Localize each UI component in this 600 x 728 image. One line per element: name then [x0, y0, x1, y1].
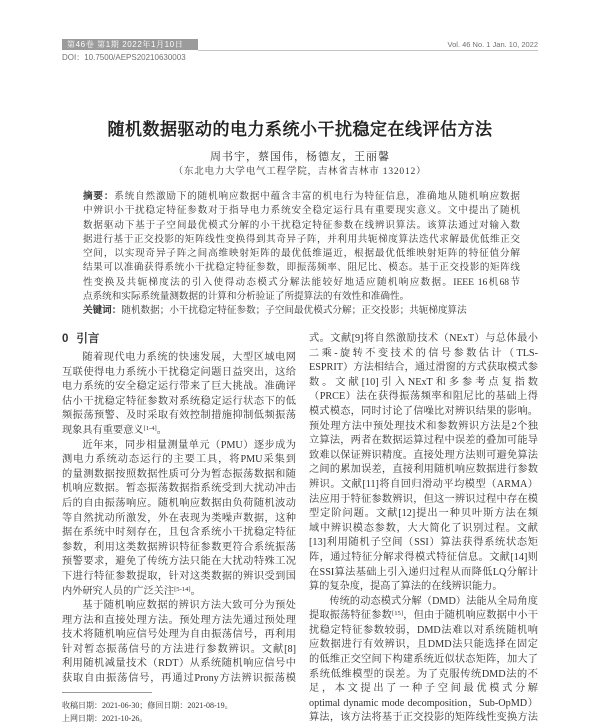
text-segment: 现象具有重要意义	[62, 424, 144, 436]
abstract-line: 结果可以准确获得系统小干扰稳定特征参数，即振荡频率、阻尼比、模态。基于正交投影的矩阵线	[83, 262, 520, 274]
abstract-line	[83, 190, 520, 204]
text-line: optimal dynamic mode decomposition，Sub-OpMD）	[309, 697, 538, 709]
online-date: 上网日期：2021-10-26。	[62, 713, 148, 723]
citation-ref: [15]	[392, 610, 404, 618]
text-line: 扰稳定特征参数较弱，DMD法难以对系统随机响	[309, 624, 538, 636]
doi: DOI：10.7500/AEPS20210630003	[62, 53, 186, 62]
text-line: 立算法，两者在数据运算过程中误差的叠加可能导	[309, 435, 538, 447]
abstract-line: 点系统和实际系统量测数据的计算和分析验证了所提算法的有效性和准确性。	[83, 291, 410, 303]
text-line: 型定阶问题。文献[12]提出一种贝叶斯方法在频	[309, 508, 538, 520]
text-line: 据在系统中时刻存在，且包含系统小干扰稳定特征	[62, 527, 296, 539]
keywords	[83, 304, 520, 318]
authors: 周书宇，蔡国伟，杨德友，王丽馨	[210, 151, 390, 163]
section-heading	[62, 332, 99, 347]
text-line: 测电力系统动态运行的主要工具，将PMU采集到	[62, 454, 296, 466]
intro-paragraph-1	[62, 351, 296, 439]
text-line: 之间的累加误差，直接利用随机响应数据进行参数	[309, 464, 538, 476]
text-line: 的低维正交空间下构建系统近似状态矩阵，加大了	[309, 654, 538, 666]
text-line: 利用随机减量技术（RDT）从系统随机响应信号中	[62, 658, 296, 670]
text-line: 辨识。文献[11]将自回归滑动平均模型（ARMA）	[309, 478, 538, 490]
text-line: 估小干扰稳定特征参数对系统稳定运行状态下的低	[62, 395, 296, 407]
abstract-line: 性变换及共轭梯度法的引入使得动态模式分解法能较好地适应随机响应数据。IEEE 16机68节	[83, 276, 520, 288]
text-line: 频振荡预警、及时采取有效控制措施抑制低频振荡	[62, 410, 296, 422]
text-line: 模式模态，同时讨论了信噪比对辨识结果的影响。	[309, 405, 538, 417]
text-line: 域中辨识模态参数，大大简化了识别过程。文献	[309, 522, 538, 534]
intro-paragraph-3-continued	[309, 332, 538, 595]
text-line: 电力系统的安全稳定运行带来了巨大挑战。准确评	[62, 381, 296, 393]
abstract-line: 数据驱动下基于子空间最优模式分解的小干扰稳定特征参数在线辨识算法。该算法通过对输入数	[83, 219, 520, 231]
intro-paragraph-2	[62, 439, 296, 600]
text-line: 应数据进行有效辨识，且DMD法只能选择在固定	[309, 639, 538, 651]
text-line: 下进行特征参数提取，针对这类数据的辨识受到国	[62, 570, 296, 582]
text-line: 足，本文提出了一种子空间最优模式分解	[309, 683, 538, 695]
right-column	[309, 332, 538, 726]
text-line: 互联使得电力系统小干扰稳定问题日益突出，这给	[62, 366, 296, 378]
issue-banner: 第46卷 第1期 2022年1月10日	[62, 39, 198, 50]
citation-ref: [5-14]	[174, 585, 191, 593]
citation-ref: [1-4]	[143, 425, 157, 432]
affiliation: （东北电力大学电气工程学院，吉林省吉林市 132012）	[173, 167, 427, 177]
text-line: 算的复杂度，提高了算法的在线辨识能力。	[309, 581, 503, 593]
keywords-label: 关键词：	[83, 305, 122, 317]
text-segment: 。	[156, 424, 167, 436]
text-line: 阵，通过特征分解求得模式特征信息。文献[14]则	[309, 551, 538, 563]
text-line	[309, 609, 538, 624]
text-line: 系统低维模型的误差。为了克服传统DMD法的不	[309, 668, 538, 680]
text-line: 基于随机响应数据的辨识方法大致可分为预处	[82, 600, 296, 612]
text-line: 等自然扰动所激发，外在表现为类噪声数据，这种	[62, 512, 296, 524]
section-number: 0	[62, 333, 69, 345]
text-line: [13]利用随机子空间（SSI）算法获得系统状态矩	[309, 537, 538, 549]
footnote-rule	[62, 692, 152, 693]
text-segment: 。	[190, 585, 201, 597]
received-date: 收稿日期：2021-06-30；修回日期：2021-08-19。	[62, 701, 233, 710]
text-line: 致难以保证辨识精度。直接处理方法则可避免算法	[309, 449, 538, 461]
text-line: 的量测数据按照数据性质可分为暂态振荡数据和随	[62, 468, 296, 480]
text-line: 预警要求，避免了传统方法只能在大扰动特殊工况	[62, 556, 296, 568]
text-line	[62, 424, 296, 439]
text-line: ESPRIT）方法相结合，通过滑窗的方式获取模式参	[309, 362, 538, 374]
abstract-line: 空间，以实现奇异子阵之间高维映射矩阵的最优低维逼近，根据最优低维映射矩阵的特征值分解	[83, 248, 520, 260]
text-line: 式。文献[9]将自然激励技术（NExT）与总体最小	[309, 333, 538, 344]
issue-english: Vol. 46 No. 1 Jan. 10, 2022	[447, 40, 538, 49]
footnote	[62, 700, 233, 725]
text-line: 后的自由振荡响应。随机响应数据由负荷随机波动	[62, 497, 296, 509]
text-line: 算法，该方法将基于正交投影的矩阵线性变换方法	[309, 712, 538, 724]
abstract-text: 系统自然激励下的随机响应数据中蕴含丰富的机电行为特征信息，准确地从随机响应数据	[114, 191, 520, 202]
text-line: 技术将随机响应信号处理为自由振荡信号，再利用	[62, 629, 296, 641]
intro-paragraph-3	[62, 599, 296, 687]
text-segment: 内外研究人员的广泛关注	[62, 585, 175, 597]
text-line: 随着现代电力系统的快速发展，大型区域电网	[82, 352, 296, 363]
text-segment: ，但由于随机响应数据中小干	[403, 610, 538, 622]
abstract-line: 中辨识小干扰稳定特征参数对于指导电力系统安全稳定运行具有重要现实意义。文中提出了随机	[83, 205, 520, 217]
abstract	[83, 190, 520, 304]
intro-paragraph-4	[309, 595, 538, 726]
text-line: 在SSI算法基础上引入递归过程从而降低LQ分解计	[309, 566, 538, 578]
text-line: 预处理方法中预处理技术和参数辨识方法是2个独	[309, 420, 538, 432]
text-line: （PRCE）法在获得振荡频率和阻尼比的基础上得	[309, 391, 538, 403]
text-line	[62, 585, 296, 600]
text-line: 理方法和直接处理方法。预处理方法先通过预处理	[62, 614, 296, 626]
text-line: 获取自由振荡信号，再通过Prony方法辨识振荡模	[62, 673, 296, 685]
text-line: 法应用于特征参数辨识，但这一辨识过程中存在模	[309, 493, 538, 505]
paper-title: 随机数据驱动的电力系统小干扰稳定在线评估方法	[107, 120, 493, 139]
keywords-text: 随机数据；小干扰稳定特征参数；子空间最优模式分解；正交投影；共轭梯度算法	[121, 305, 467, 317]
abstract-line: 据进行基于正交投影的矩阵线性变换得到其奇异子阵，并利用共轭梯度算法迭代求解最优低维正交	[83, 233, 520, 245]
text-line: 传统的动态模式分解（DMD）法能从全局角度	[329, 595, 538, 607]
text-segment: 提取振荡特征参数	[309, 610, 393, 622]
text-line: 参数，利用这类数据辨识特征参数更符合系统振荡	[62, 541, 296, 553]
text-line: 针对暂态振荡信号的方法进行参数辨识。文献[8]	[62, 643, 296, 655]
text-line: 近年来，同步相量测量单元（PMU）逐步成为	[82, 439, 296, 451]
text-line: 数。文献[10]引入NExT和多参考点复指数	[309, 376, 538, 388]
text-line: 二乘-旋转不变技术的信号参数估计（TLS-	[309, 347, 538, 359]
text-line: 机响应数据。暂态振荡数据指系统受到大扰动冲击	[62, 483, 296, 495]
left-column	[62, 351, 296, 687]
abstract-label: 摘要：	[83, 191, 115, 202]
section-title: 引言	[76, 333, 100, 345]
